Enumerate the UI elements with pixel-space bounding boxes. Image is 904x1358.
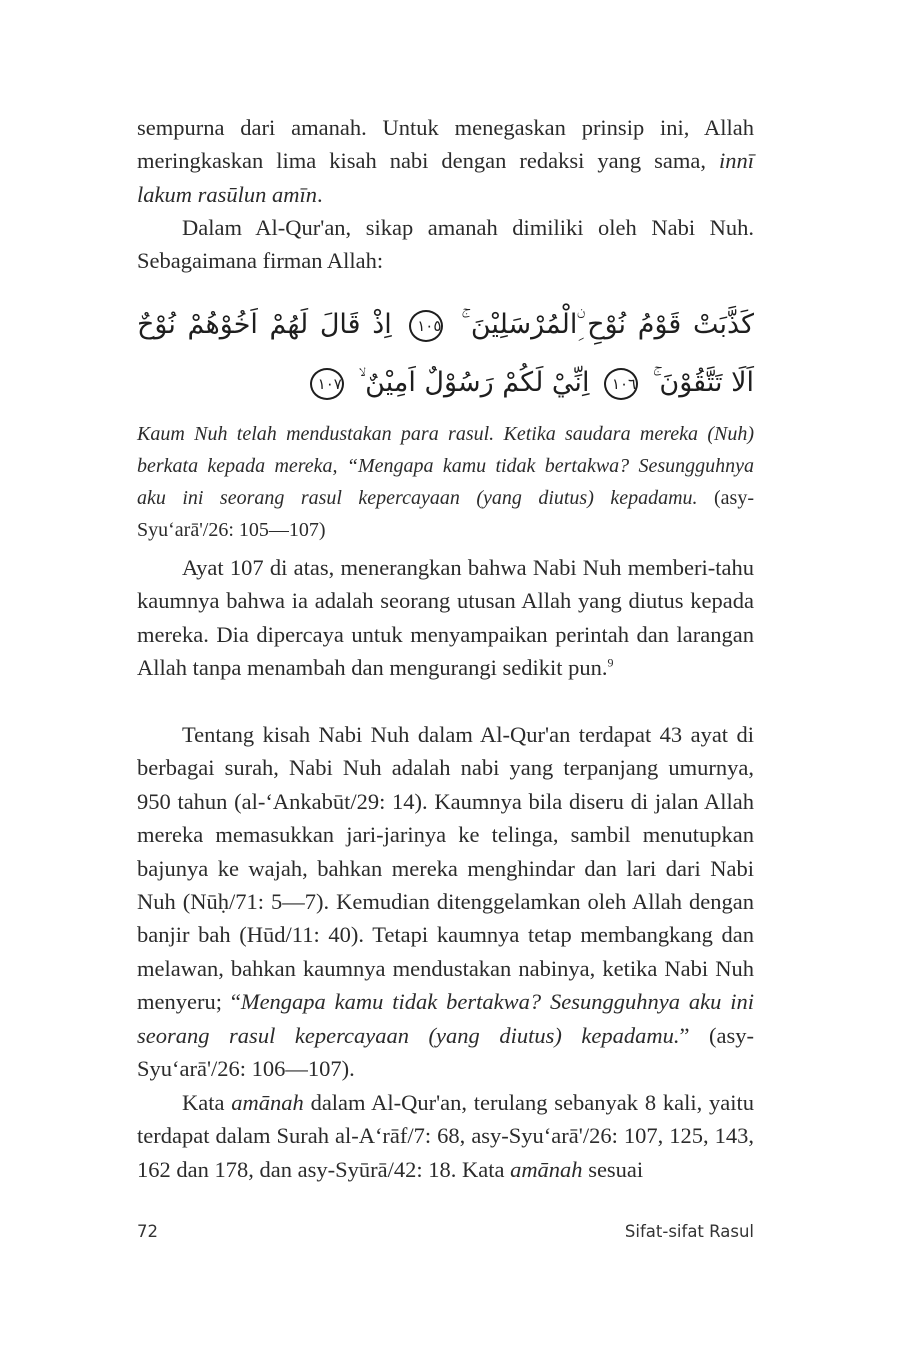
arabic-verse [137, 296, 754, 412]
page-number: 72 [137, 1222, 158, 1241]
ayah-number-mark: ١٠٥ [409, 310, 443, 342]
paragraph-1-text: sempurna dari amanah. Untuk menegaskan prinsip ini, Allah meringkaskan lima kisah nabi dengan redaksi yang sama, [137, 115, 754, 174]
paragraph-4-italic: Mengapa kamu tidak bertakwa? Sesungguhnya aku ini seorang rasul kepercayaan (yang diutus) kepadamu. [137, 989, 754, 1048]
footnote-marker: 9 [607, 655, 614, 670]
paragraph-2: Dalam Al-Qur'an, sikap amanah dimiliki oleh Nabi Nuh. Sebagaimana firman Allah: [137, 215, 754, 274]
verse-translation [137, 418, 754, 546]
paragraph-5-middle: dalam Al-Qur'an, terulang sebanyak 8 kali, yaitu terdapat dalam Surah al-A‘rāf/7: 68, asy-Syu‘arā'/26: 107, 125, 143, 162 dan 178, dan asy-Syūrā/42: 18. Kata [137, 1090, 755, 1182]
arabic-verse-part-3: اِنِّيْ لَكُمْ رَسُوْلٌ اَمِيْنٌ ۙ [358, 367, 590, 398]
paragraph-5-italic-1: amānah [231, 1090, 304, 1115]
paragraph-3-text: Ayat 107 di atas, menerangkan bahwa Nabi Nuh memberi-tahu kaumnya bahwa ia adalah seorang utusan Allah yang diutus kepada mereka. Dia dipercaya untuk menyampaikan perintah dan larangan Allah tanpa menambah dan mengurangi sedikit pun. [137, 555, 754, 681]
paragraph-4 [137, 718, 754, 1085]
paragraph-4-text: Tentang kisah Nabi Nuh dalam Al-Qur'an terdapat 43 ayat di berbagai surah, Nabi Nuh adalah nabi yang terpanjang umurnya, 950 tahun (al-‘Ankabūt/29: 14). Kaumnya bila diseru di jalan Allah mereka memasukkan jari-jarinya ke telinga, sambil menutupkan bajunya ke wajah, bahkan mereka menghindar dan lari dari Nabi Nuh (Nūḥ/71: 5—7). Kemudian ditenggelamkan oleh Allah dengan banjir bah (Hūd/11: 40). Tetapi kaumnya tetap membangkang dan melawan, bahkan kaumnya mendustakan nabinya, ketika Nabi Nuh menyeru; “ [137, 722, 754, 1015]
paragraph-1-italic: innī lakum rasūlun amīn [137, 148, 754, 207]
ayah-number-mark: ١٠٦ [604, 368, 638, 400]
paragraph-5-end: sesuai [582, 1156, 644, 1182]
arabic-verse-part-1: كَذَّبَتْ قَوْمُ نُوْحِ ِۨالْمُرْسَلِيْنَ ۚ [461, 309, 754, 340]
translation-citation: (asy-Syu‘arā'/26: 105—107) [137, 487, 754, 541]
paragraph-1-end: . [317, 181, 323, 207]
paragraph-1 [137, 111, 754, 211]
arabic-verse-part-2: اِذْ قَالَ لَهُمْ اَخُوْهُمْ نُوْحٌ اَلَا تَتَّقُوْنَ ۚ [137, 309, 754, 398]
translation-italic: Kaum Nuh telah mendustakan para rasul. Ketika saudara mereka (Nuh) berkata kepada mereka, “Mengapa kamu tidak bertakwa? Sesungguhnya aku ini seorang rasul kepercayaan (yang diutus) kepadamu. [137, 423, 754, 509]
ayah-number-mark: ١٠٧ [310, 368, 344, 400]
paragraph-5-italic-2: amānah [510, 1156, 583, 1182]
paragraph-3 [137, 551, 754, 685]
paragraph-5 [137, 1086, 754, 1186]
running-title: Sifat-sifat Rasul [624, 1222, 754, 1241]
paragraph-4-end: ” (asy-Syu‘arā'/26: 106—107). [137, 1022, 754, 1082]
paragraph-5-start: Kata [182, 1090, 232, 1115]
